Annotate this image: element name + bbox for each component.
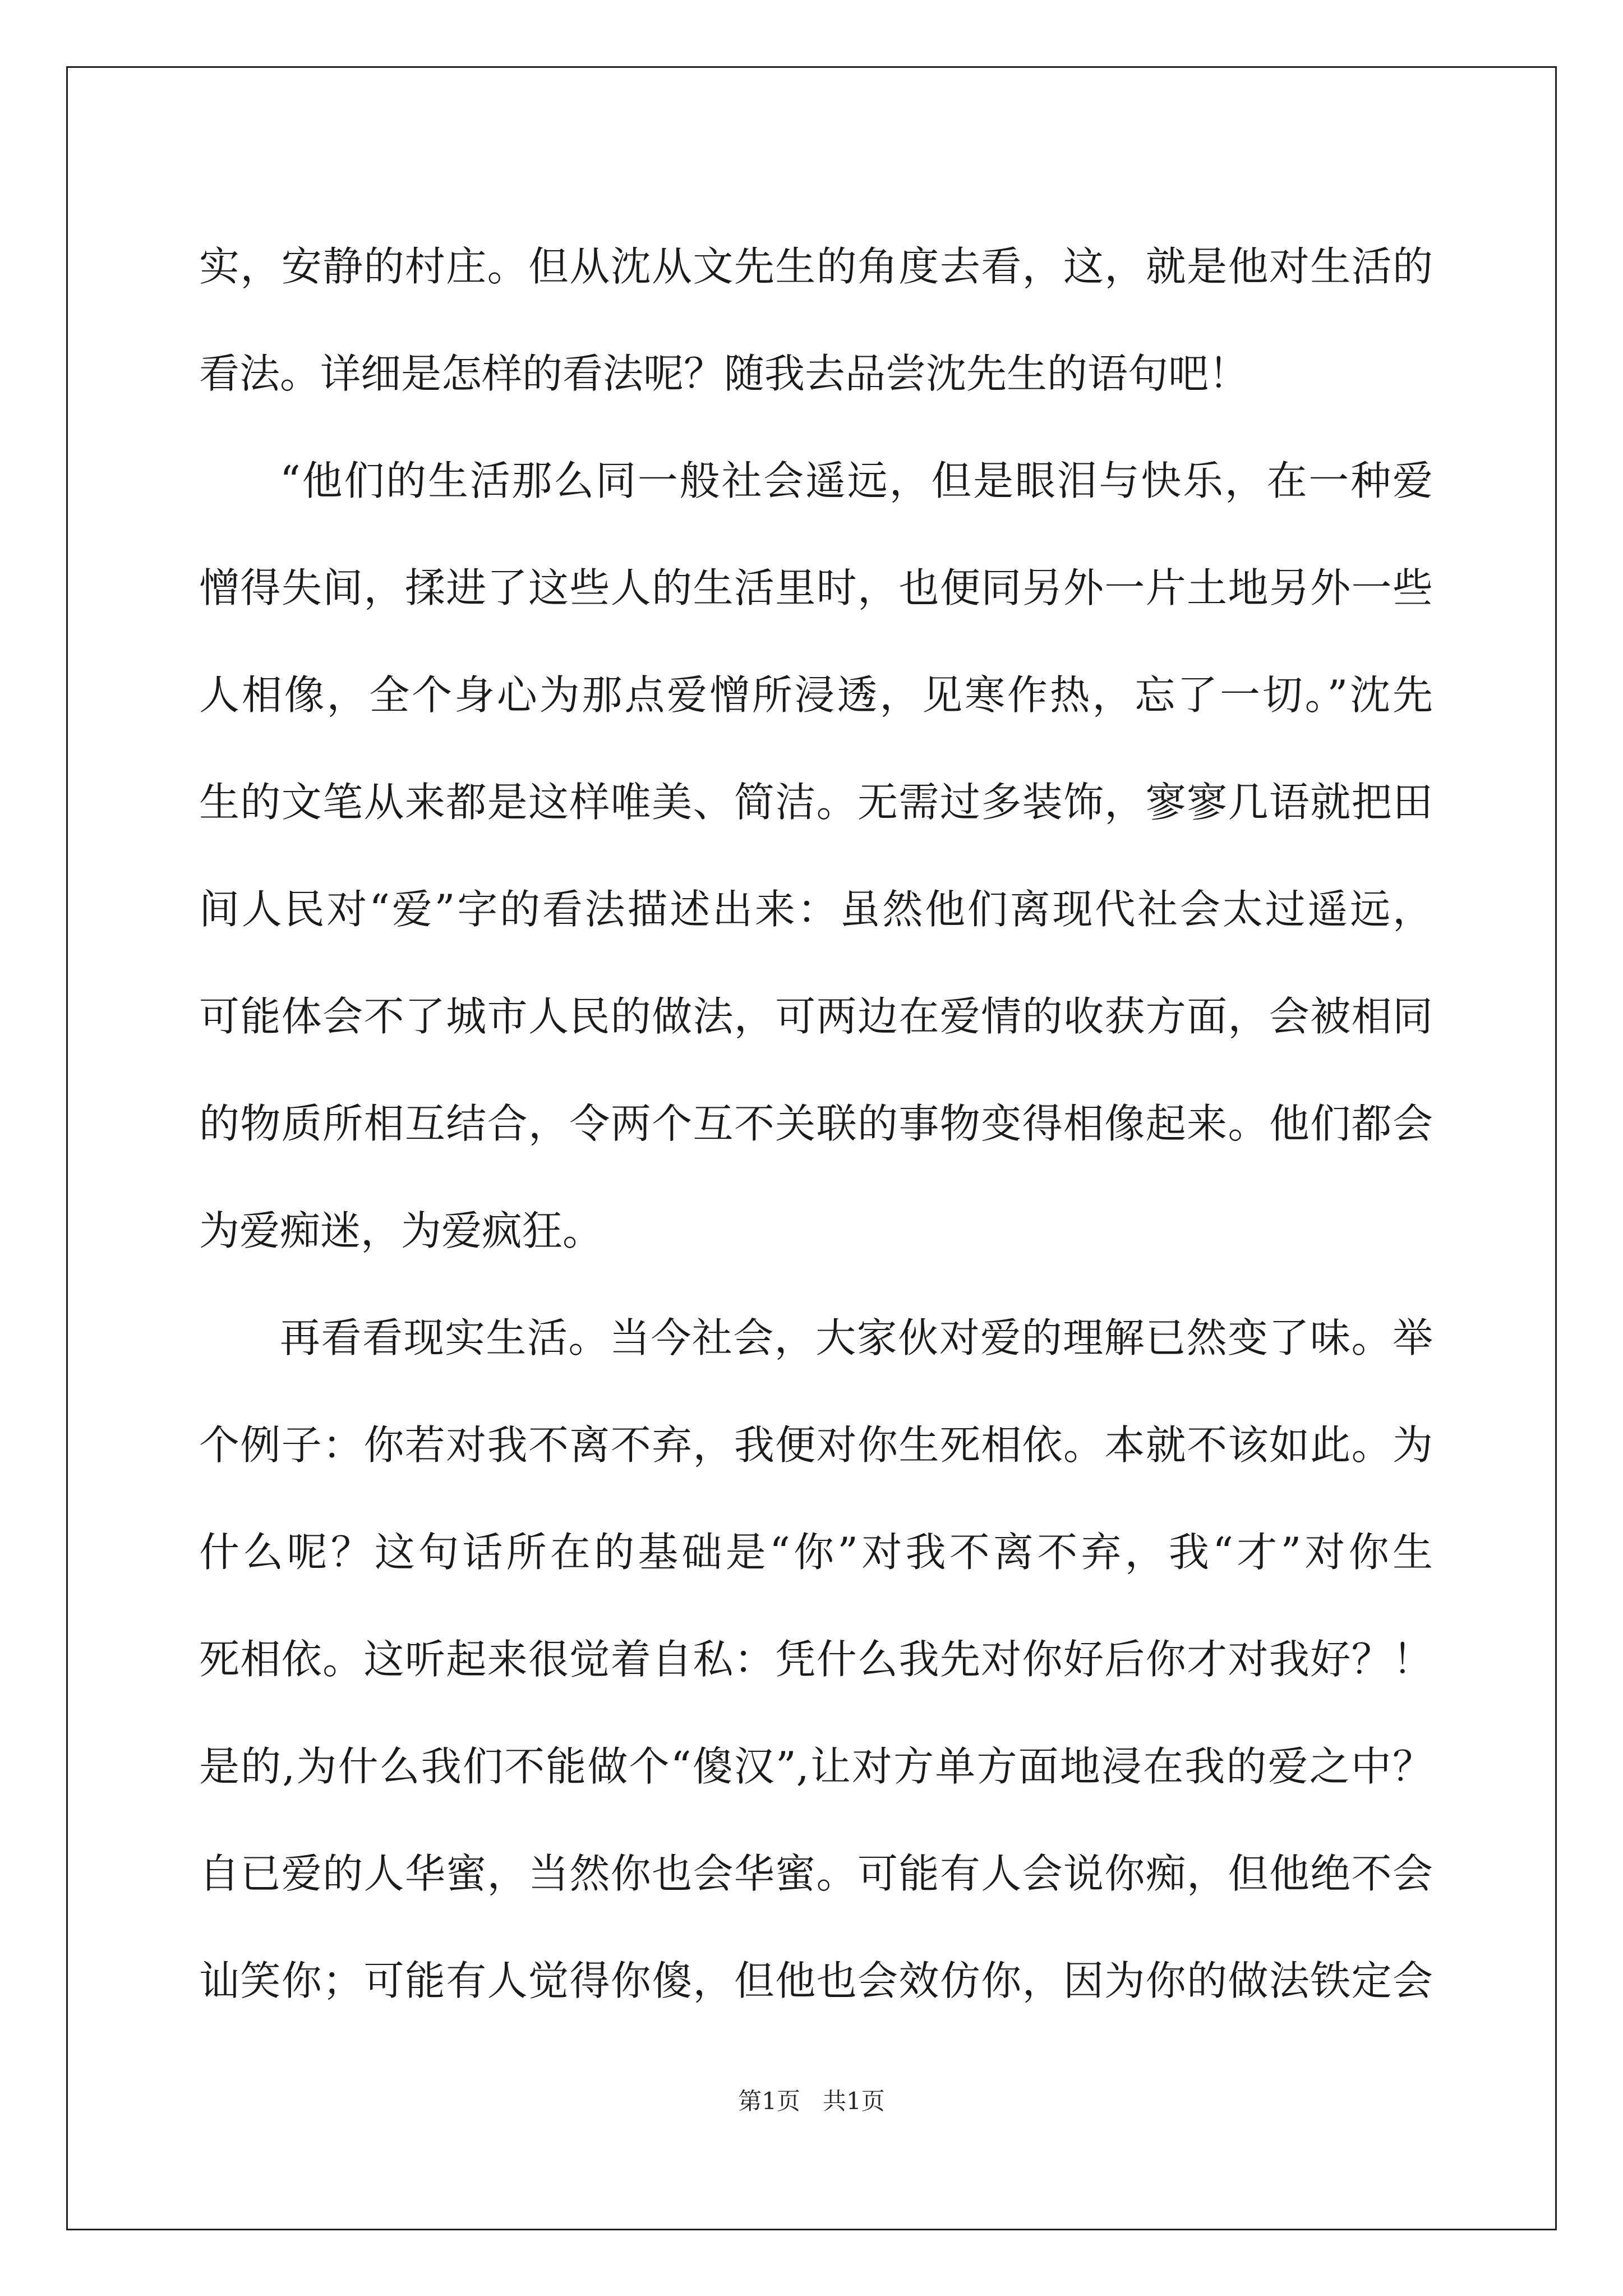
text-line: 人相像，全个身心为那点爱憎所浸透，见寒作热，忘了一切。”沈先 [199,671,1433,719]
text-line: 憎得失间，揉进了这些人的生活里时，也便同另外一片土地另外一些 [199,564,1433,611]
text-line: 生的文笔从来都是这样唯美、简洁。无需过多装饰，寥寥几语就把田 [199,779,1433,826]
page-footer [0,2085,1623,2118]
text-line: 的物质所相互结合，令两个互不关联的事物变得相像起来。他们都会 [199,1100,1433,1147]
text-line: 个例子：你若对我不离不弃，我便对你生死相依。本就不该如此。为 [199,1421,1433,1469]
text-line: 为爱痴迷，为爱疯狂。 [199,1207,603,1254]
text-line: 看法。详细是怎样的看法呢？随我去品尝沈先生的语句吧！ [199,350,1249,397]
text-line: 什么呢？这句话所在的基础是“你”对我不离不弃，我“才”对你生 [199,1529,1433,1576]
text-line: 是的,为什么我们不能做个“傻汉”,让对方单方面地浸在我的爱之中？ [199,1743,1433,1790]
page-total: 共1页 [823,2087,885,2115]
text-line: 自已爱的人华蜜，当然你也会华蜜。可能有人会说你痴，但他绝不会 [199,1850,1433,1897]
document-body [199,213,1433,2035]
text-line: 实，安静的村庄。但从沈从文先生的角度去看，这，就是他对生活的 [199,243,1433,290]
text-line: “他们的生活那么同一般社会遥远，但是眼泪与快乐，在一种爱 [280,457,1433,504]
text-line: 间人民对“爱”字的看法描述出来：虽然他们离现代社会太过遥远， [199,886,1433,933]
text-line: 可能体会不了城市人民的做法，可两边在爱情的收获方面，会被相同 [199,993,1433,1040]
page-number: 第1页 [738,2087,800,2115]
text-line: 死相依。这听起来很觉着自私：凭什么我先对你好后你才对我好？！ [199,1636,1433,1683]
text-line: 再看看现实生活。当今社会，大家伙对爱的理解已然变了味。举 [280,1314,1433,1361]
text-line: 讪笑你；可能有人觉得你傻，但他也会效仿你，因为你的做法铁定会 [199,1957,1433,2004]
